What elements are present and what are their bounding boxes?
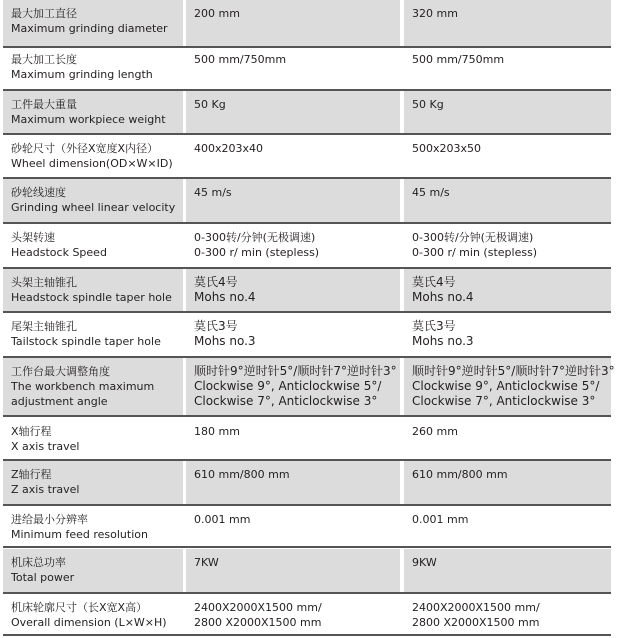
value-model-b [404,224,611,267]
parameter-label-zh: 工件最大重量 [11,98,77,111]
value-model-b [404,549,611,592]
parameter-label-zh: 进给最小分辨率 [11,513,88,526]
value-model-b [404,418,611,459]
value-model-b [404,179,611,222]
parameter-label [3,135,183,177]
row-divider [3,634,611,636]
parameter-label-en: adjustment angle [11,395,108,408]
value-model-a [186,549,400,592]
value-model-a [186,358,400,415]
table-row [0,549,611,592]
value-model-a-line: 180 mm [194,425,240,438]
value-model-a [186,224,400,267]
value-model-b [404,594,611,634]
value-model-a-line: 0-300 r/ min (stepless) [194,246,320,259]
value-model-a-line: Clockwise 7°, Anticlockwise 3° [194,394,378,408]
value-model-a-line: 7KW [194,556,219,569]
value-model-a-line: 400x203x40 [194,142,264,155]
value-model-b [404,461,611,504]
value-model-a-line: 610 mm/800 mm [194,468,290,481]
parameter-label [3,224,183,267]
value-model-b-line: 莫氏3号 [412,319,456,333]
value-model-b-line: Clockwise 9°, Anticlockwise 5°/ [412,379,600,393]
parameter-label-en: Total power [11,571,75,584]
value-model-a-line: 2400X2000X1500 mm/ [194,601,322,614]
value-model-b-line: 610 mm/800 mm [412,468,508,481]
parameter-label-zh: Z轴行程 [11,468,52,481]
table-row [0,179,611,222]
parameter-label-zh: 最大加工直径 [11,7,77,20]
parameter-label-zh: 机床轮廓尺寸（长X宽X高） [11,601,148,614]
table-row [0,0,611,46]
parameter-label-en: Maximum workpiece weight [11,113,166,126]
value-model-a-line: 45 m/s [194,186,232,199]
value-model-a [186,179,400,222]
value-model-b-line: 0-300 r/ min (stepless) [412,246,538,259]
value-model-b-line: Clockwise 7°, Anticlockwise 3° [412,394,596,408]
parameter-label [3,91,183,133]
table-row [0,461,611,504]
value-model-a-line: 莫氏4号 [194,275,238,289]
value-model-b-line: Mohs no.4 [412,290,474,304]
parameter-label-en: Maximum grinding diameter [11,22,168,35]
value-model-a [186,91,400,133]
parameter-label [3,0,183,46]
value-model-b-line: 500 mm/750mm [412,53,505,66]
value-model-b-line: 50 Kg [412,98,444,111]
parameter-label [3,594,183,634]
value-model-b-line: 500x203x50 [412,142,482,155]
value-model-b-line: 9KW [412,556,437,569]
value-model-a [186,506,400,546]
parameter-label-zh: X轴行程 [11,425,52,438]
parameter-label-en: Grinding wheel linear velocity [11,201,176,214]
value-model-a-line: Mohs no.3 [194,334,256,348]
parameter-label-en: Z axis travel [11,483,80,496]
value-model-b [404,135,611,177]
parameter-label-en: Headstock Speed [11,246,107,259]
parameter-label-zh: 头架主轴锥孔 [11,276,77,289]
value-model-a-line: 莫氏3号 [194,319,238,333]
value-model-a [186,418,400,459]
value-model-a [186,269,400,311]
parameter-label [3,46,183,89]
parameter-label [3,461,183,504]
parameter-label-en: Wheel dimension(OD×W×ID) [11,157,173,170]
value-model-a [186,461,400,504]
parameter-label-en: The workbench maximum [11,380,155,393]
value-model-a [186,313,400,356]
parameter-label-zh: 尾架主轴锥孔 [11,320,77,333]
value-model-a-line: Mohs no.4 [194,290,256,304]
value-model-b [404,91,611,133]
parameter-label [3,313,183,356]
value-model-b-line: 顺时针9°逆时针5°/顺时针7°逆时针3° [412,364,615,378]
value-model-b-line: 260 mm [412,425,458,438]
value-model-b-line: Mohs no.3 [412,334,474,348]
parameter-label [3,179,183,222]
row-divider [3,546,611,548]
value-model-b-line: 45 m/s [412,186,450,199]
table-row [0,313,611,356]
value-model-a-line: 50 Kg [194,98,226,111]
parameter-label-zh: 砂轮尺寸（外径X宽度X内径） [11,142,159,155]
value-model-b [404,46,611,89]
table-row [0,46,611,89]
parameter-label-zh: 工作台最大调整角度 [11,365,110,378]
value-model-b-line: 莫氏4号 [412,275,456,289]
table-row [0,269,611,311]
value-model-a [186,594,400,634]
parameter-label-en: Headstock spindle taper hole [11,291,172,304]
value-model-a-line: 顺时针9°逆时针5°/顺时针7°逆时针3° [194,364,397,378]
value-model-a-line: Clockwise 9°, Anticlockwise 5°/ [194,379,382,393]
parameter-label [3,549,183,592]
table-row [0,506,611,546]
parameter-label-en: X axis travel [11,440,80,453]
value-model-b-line: 320 mm [412,7,458,20]
table-row [0,135,611,177]
parameter-label [3,269,183,311]
parameter-label [3,418,183,459]
value-model-a [186,0,400,46]
value-model-a-line: 0.001 mm [194,513,251,526]
table-row [0,594,611,634]
value-model-a-line: 2800 X2000X1500 mm [194,616,322,629]
table-row [0,358,615,415]
parameter-label-zh: 机床总功率 [11,556,66,569]
value-model-a [186,46,400,89]
value-model-b [404,0,611,46]
value-model-a-line: 500 mm/750mm [194,53,287,66]
value-model-b [404,313,611,356]
table-row [0,418,611,459]
table-row [0,224,611,267]
value-model-b [404,358,615,415]
value-model-b [404,506,611,546]
value-model-a [186,135,400,177]
value-model-a-line: 0-300转/分钟(无极调速) [194,231,316,244]
value-model-b-line: 0-300转/分钟(无极调速) [412,231,534,244]
row-divider [3,415,611,417]
parameter-label-zh: 最大加工长度 [11,53,77,66]
parameter-label-zh: 砂轮线速度 [11,186,66,199]
parameter-label-en: Overall dimension (L×W×H) [11,616,167,629]
parameter-label-en: Tailstock spindle taper hole [11,335,161,348]
parameter-label-zh: 头架转速 [11,231,55,244]
table-row [0,91,611,133]
parameter-label [3,358,183,415]
value-model-b [404,269,611,311]
parameter-label [3,506,183,546]
parameter-label-en: Maximum grinding length [11,68,153,81]
value-model-b-line: 2400X2000X1500 mm/ [412,601,540,614]
parameter-label-en: Minimum feed resolution [11,528,148,541]
value-model-b-line: 0.001 mm [412,513,469,526]
value-model-b-line: 2800 X2000X1500 mm [412,616,540,629]
value-model-a-line: 200 mm [194,7,240,20]
